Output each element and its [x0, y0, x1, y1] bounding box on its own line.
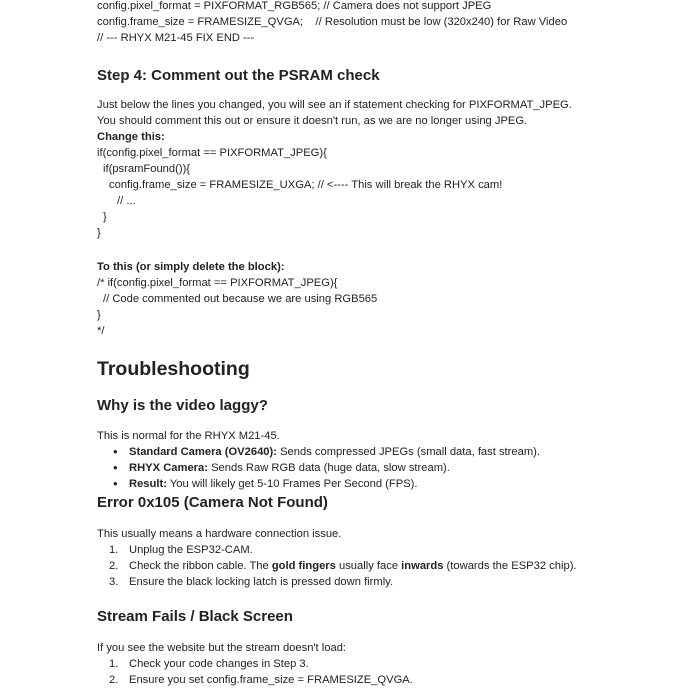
list-item	[97, 444, 617, 460]
code-line: */	[97, 325, 105, 337]
list-item: 1. Unplug the ESP32-CAM.	[109, 544, 253, 556]
code-line: config.frame_size = FRAMESIZE_UXGA; // <---- This will break the RHYX cam!	[109, 179, 503, 191]
code-line: }	[97, 309, 101, 321]
error-numbered-list	[97, 542, 587, 590]
code-line: config.pixel_format = PIXFORMAT_RGB565; // Camera does not support JPEG	[97, 0, 492, 12]
stream-heading: Stream Fails / Black Screen	[97, 608, 293, 625]
bullet-bold: Result:	[129, 478, 167, 490]
troubleshooting-title: Troubleshooting	[97, 358, 250, 380]
code-line: /* if(config.pixel_format == PIXFORMAT_JPEG){	[97, 277, 338, 289]
to-label: To this (or simply delete the block):	[97, 261, 285, 273]
list-item	[97, 460, 617, 476]
paragraph-line: Just below the lines you changed, you will see an if statement checking for PIXFORMAT_JPEG.	[97, 99, 572, 111]
bullet-text: Sends Raw RGB data (huge data, slow stream).	[207, 462, 450, 474]
list-item-text: (towards the ESP32 chip).	[443, 560, 577, 572]
list-item-text: Ensure the black locking latch is pressed down firmly.	[129, 576, 394, 588]
list-item-text: Check the ribbon cable. The	[129, 560, 272, 572]
list-item: 1. Check your code changes in Step 3.	[109, 658, 309, 670]
step4-paragraph	[97, 97, 572, 241]
list-item-bold: inwards	[401, 560, 444, 572]
stream-intro: If you see the website but the stream doesn't load:	[97, 642, 347, 654]
laggy-bullet-list	[97, 444, 617, 492]
list-item-text: Unplug the ESP32-CAM.	[129, 544, 253, 556]
top-code-block	[97, 0, 567, 46]
list-item: 3. Ensure the black locking latch is pressed down firmly.	[109, 576, 394, 588]
bullet-text: You will likely get 5-10 Frames Per Second (FPS).	[166, 478, 418, 490]
step4-heading: Step 4: Comment out the PSRAM check	[97, 67, 380, 84]
list-item	[97, 476, 617, 492]
error-intro: This usually means a hardware connection issue.	[97, 528, 342, 540]
list-item-text: Ensure you set config.frame_size = FRAMESIZE_QVGA.	[129, 674, 413, 686]
bullet-bold: Standard Camera (OV2640):	[129, 446, 277, 458]
code-line: // --- RHYX M21-45 FIX END ---	[97, 32, 255, 44]
list-item-text: Check your code changes in Step 3.	[129, 658, 309, 670]
replacement-block	[97, 259, 377, 339]
error-section	[97, 526, 587, 590]
list-item-bold: gold fingers	[271, 560, 336, 572]
code-line: config.frame_size = FRAMESIZE_QVGA; // Resolution must be low (320x240) for Raw Video	[97, 16, 568, 28]
laggy-section	[97, 428, 617, 492]
code-line: if(psramFound()){	[103, 163, 191, 175]
laggy-intro: This is normal for the RHYX M21-45.	[97, 430, 280, 442]
code-line: }	[97, 227, 101, 239]
code-line: // ...	[117, 195, 136, 207]
code-line: }	[103, 211, 107, 223]
bullet-text: Sends compressed JPEGs (small data, fast stream).	[276, 446, 540, 458]
error-heading: Error 0x105 (Camera Not Found)	[97, 494, 328, 511]
list-item: 2. Check the ribbon cable. The gold fingers usually face inwards (towards the ESP32 chip).	[109, 560, 577, 572]
paragraph-line: You should comment this out or ensure it doesn't run, as we are no longer using JPEG.	[97, 115, 528, 127]
code-line: // Code commented out because we are using RGB565	[103, 293, 378, 305]
bullet-bold: RHYX Camera:	[129, 462, 208, 474]
code-line: if(config.pixel_format == PIXFORMAT_JPEG){	[97, 147, 327, 159]
list-item-text: usually face	[335, 560, 402, 572]
laggy-heading: Why is the video laggy?	[97, 397, 268, 414]
stream-numbered-list	[97, 656, 413, 688]
list-item: 2. Ensure you set config.frame_size = FRAMESIZE_QVGA.	[109, 674, 413, 686]
change-label: Change this:	[97, 131, 165, 143]
stream-section	[97, 640, 413, 688]
